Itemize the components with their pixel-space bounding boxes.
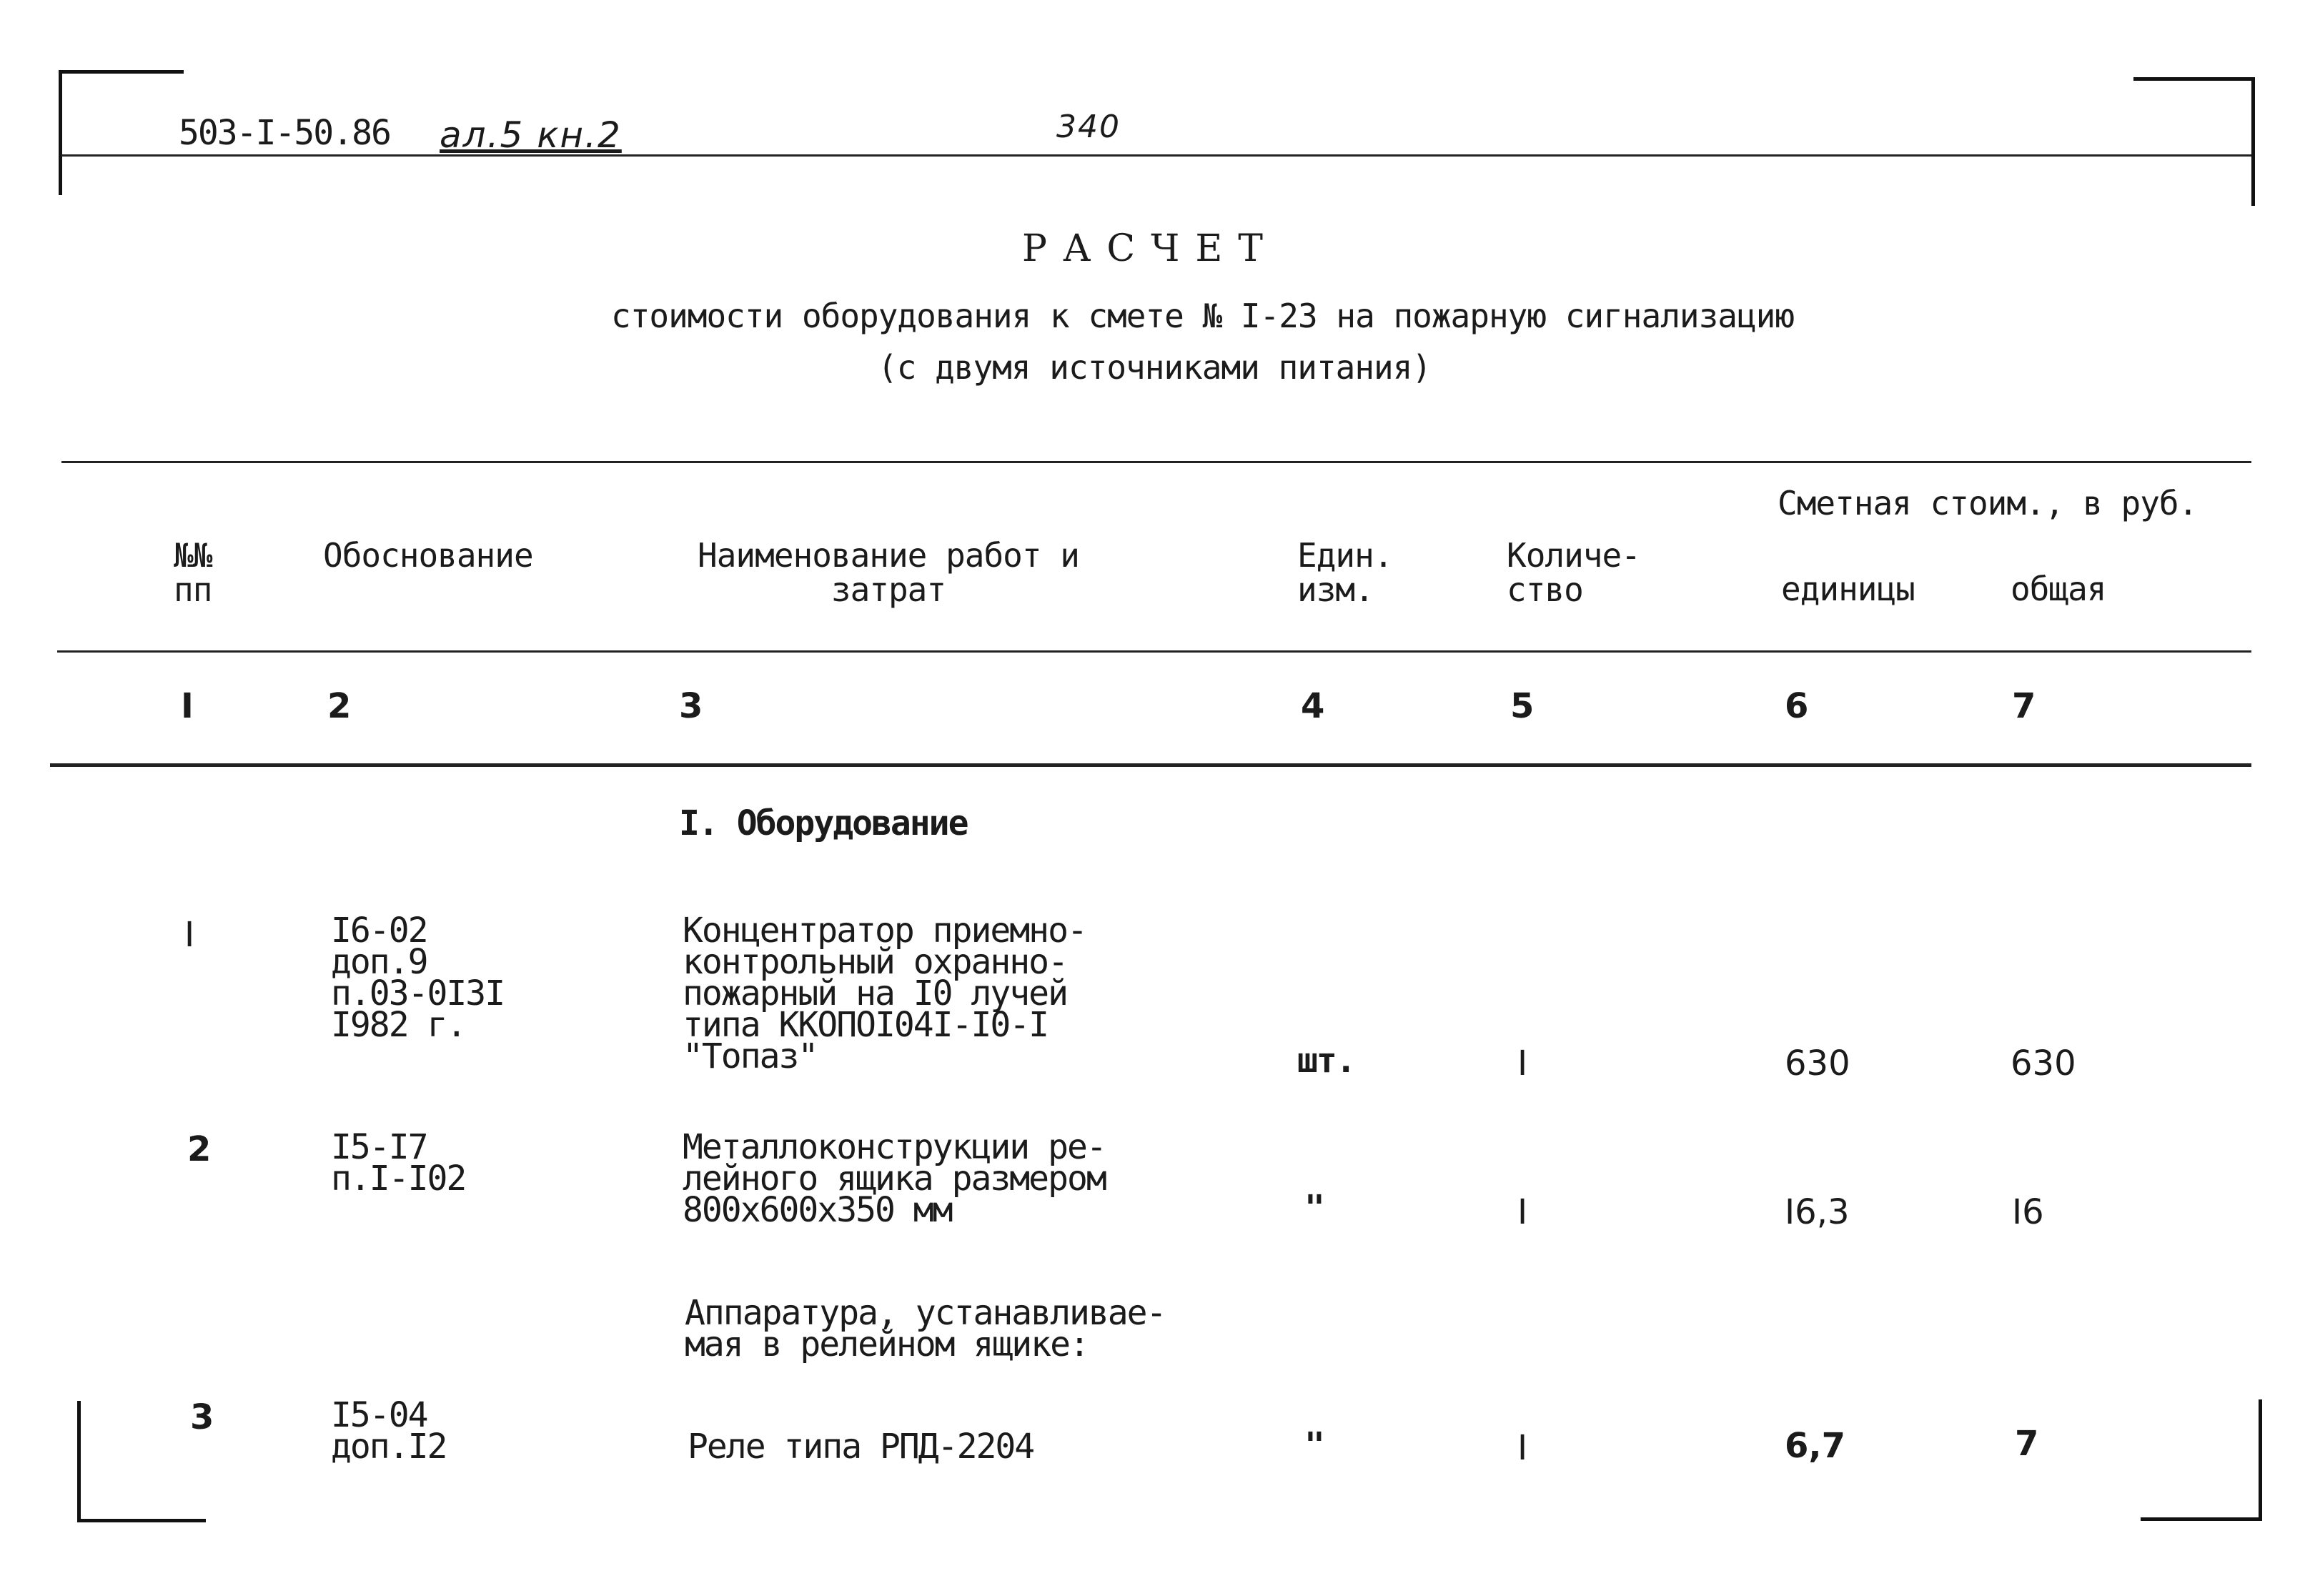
- col-number-1: I: [181, 686, 194, 726]
- page-title: РАСЧЕТ: [1022, 227, 1279, 270]
- row-1-name: Концентратор приемно- контрольный охранно- пожарный на I0 лучей типа ККОПОI04I-I0-I "Топаз": [683, 911, 1086, 1076]
- col-number-4: 4: [1301, 686, 1325, 726]
- section-title: I. Оборудование: [679, 803, 968, 843]
- header-cost-total: общая: [2011, 570, 2106, 608]
- row-1-unit: шт.: [1297, 1041, 1355, 1081]
- col-number-6: 6: [1785, 686, 1809, 726]
- row-1-cost-unit: 630: [1785, 1044, 1850, 1084]
- row-2-cost-total: I6: [2012, 1192, 2044, 1232]
- row-2-name: Металлоконструкции ре- лейного ящика размером 800х600х350 мм: [683, 1127, 1106, 1230]
- equipment-subheading: Аппаратура, устанавливае- мая в релейном ящике:: [685, 1293, 1166, 1364]
- row-3-basis: I5-04 доп.I2: [331, 1395, 447, 1467]
- header-qty: Количе- ство: [1507, 536, 1640, 609]
- document-code: 503-I-50.86: [179, 113, 390, 153]
- header-unit: Един. изм.: [1297, 536, 1393, 609]
- header-name: Наименование работ и затрат: [698, 536, 1079, 609]
- row-2-basis: I5-I7 п.I-I02: [331, 1127, 466, 1199]
- row-2-unit: ": [1304, 1188, 1324, 1228]
- row-2-cost-unit: I6,3: [1785, 1192, 1850, 1232]
- header-cost-group: Сметная стоим., в руб.: [1778, 484, 2198, 522]
- frame-corner-top-left: [59, 70, 184, 195]
- col-number-5: 5: [1510, 686, 1535, 726]
- row-2-num: 2: [187, 1129, 212, 1169]
- frame-corner-bottom-left: [77, 1401, 206, 1522]
- frame-corner-top-right: [2133, 77, 2255, 206]
- col-number-7: 7: [2012, 686, 2036, 726]
- row-3-num: 3: [190, 1397, 214, 1437]
- header-cost-unit: единицы: [1781, 570, 1915, 608]
- row-3-cost-unit: 6,7: [1785, 1426, 1846, 1466]
- row-1-num: I: [184, 915, 195, 955]
- page-number: 340: [1056, 109, 1121, 145]
- col-number-2: 2: [327, 686, 352, 726]
- title-line-1: стоимости оборудования к смете № I-23 на пожарную сигнализацию: [611, 297, 1795, 335]
- col-number-3: 3: [679, 686, 703, 726]
- stamp-line: [61, 154, 2251, 157]
- frame-corner-bottom-right: [2141, 1399, 2262, 1521]
- row-3-name: Реле типа РПД-2204: [688, 1427, 1034, 1467]
- column-numbers-rule: [50, 763, 2251, 767]
- header-basis: Обоснование: [323, 536, 533, 575]
- row-3-unit: ": [1304, 1425, 1324, 1465]
- header-bottom-rule: [57, 650, 2251, 653]
- row-1-cost-total: 630: [2011, 1044, 2076, 1084]
- row-2-qty: I: [1517, 1192, 1528, 1232]
- title-line-2: (с двумя источниками питания): [878, 348, 1432, 387]
- header-num: №№ пп: [174, 536, 212, 609]
- row-1-basis: I6-02 доп.9 п.03-0I3I I982 г.: [331, 911, 505, 1045]
- table-top-rule: [61, 461, 2251, 463]
- row-3-qty: I: [1517, 1428, 1528, 1468]
- row-1-qty: I: [1517, 1044, 1528, 1084]
- album-note: ал.5 кн.2: [440, 114, 622, 156]
- row-3-cost-total: 7: [2015, 1424, 2039, 1464]
